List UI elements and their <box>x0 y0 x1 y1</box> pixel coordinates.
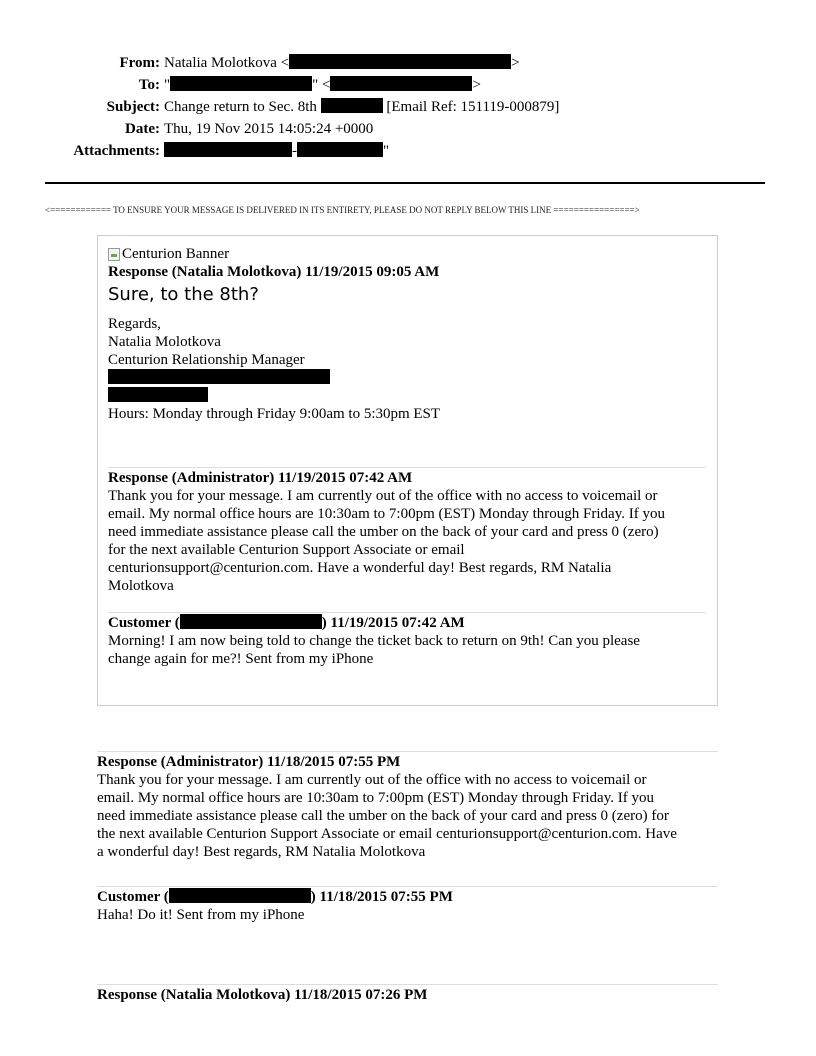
subject-value <box>160 98 559 120</box>
redacted-to-email <box>330 76 472 91</box>
body-line: the next available Centurion Support Associate or email centurionsupport@centurion.com. Have <box>97 826 677 842</box>
body-line: Thank you for your message. I am currently out of the office with no access to voicemail or <box>97 772 647 788</box>
admin-response-body <box>97 771 718 861</box>
body-line: need immediate assistance please call the umber on the back of your card and press 0 (zero) <box>108 524 659 540</box>
customer-head-start: Customer ( <box>97 889 169 905</box>
signature-hours: Hours: Monday through Friday 9:00am to 5:30pm EST <box>108 406 441 422</box>
redacted-customer-name <box>169 888 311 903</box>
body-line: a wonderful day! Best regards, RM Natalia Molotkova <box>97 844 426 860</box>
date-value: Thu, 19 Nov 2015 14:05:24 +0000 <box>164 121 374 137</box>
date-row <box>0 120 800 142</box>
from-value <box>160 54 520 76</box>
customer-head-end: ) 11/18/2015 07:55 PM <box>310 889 453 905</box>
subject-start: Change return to Sec. 8th <box>164 99 317 115</box>
signature-role: Centurion Relationship Manager <box>108 352 305 368</box>
from-end: > <box>511 55 520 71</box>
signature-name: Natalia Molotkova <box>108 334 221 350</box>
response-header: Response (Natalia Molotkova) 11/19/2015 09:05 AM <box>108 264 440 280</box>
customer-message-header <box>97 888 718 906</box>
redacted-customer-name <box>180 614 322 629</box>
to-start: " <box>164 77 171 93</box>
body-line: Thank you for your message. I am currently out of the office with no access to voicemail or <box>108 488 658 504</box>
spacer <box>108 595 706 612</box>
customer-message-header <box>108 614 706 632</box>
customer-message-body <box>108 632 706 668</box>
message-thread-content <box>108 245 706 668</box>
attachments-sep: - <box>292 143 297 159</box>
redacted-contact-2 <box>108 387 208 402</box>
from-name: Natalia Molotkova < <box>164 55 290 71</box>
customer-head-start: Customer ( <box>108 615 180 631</box>
body-line: change again for me?! Sent from my iPhone <box>108 651 374 667</box>
subject-ref: [Email Ref: 151119-000879] <box>386 99 560 115</box>
spacer <box>108 423 706 467</box>
outer-entry-customer <box>97 886 718 924</box>
attachments-value[interactable] <box>160 142 389 164</box>
customer-head-end: ) 11/19/2015 07:42 AM <box>321 615 465 631</box>
signature-redacted-2 <box>108 387 706 405</box>
signature-regards: Regards, <box>108 316 161 332</box>
broken-image-icon <box>108 248 120 261</box>
to-value <box>160 76 481 98</box>
outer-entry-response <box>97 984 718 1004</box>
header-divider <box>45 182 765 184</box>
redacted-to-name <box>170 76 312 91</box>
email-header <box>0 54 800 164</box>
to-mid: " < <box>312 77 331 93</box>
redacted-attachment-2[interactable] <box>297 142 383 157</box>
outer-entry-admin <box>97 751 718 861</box>
attachments-label: Attachments: <box>73 143 160 159</box>
body-line: need immediate assistance please call the umber on the back of your card and press 0 (zero) for <box>97 808 669 824</box>
to-end: > <box>472 77 481 93</box>
subject-row <box>0 98 800 120</box>
body-line: email. My normal office hours are 10:30am to 7:00pm (EST) Monday through Friday. If you <box>97 790 654 806</box>
customer-message-body: Haha! Do it! Sent from my iPhone <box>97 907 305 923</box>
response-header: Response (Natalia Molotkova) 11/18/2015 07:26 PM <box>97 987 428 1003</box>
body-line: Morning! I am now being told to change the ticket back to return on 9th! Can you please <box>108 633 640 649</box>
centurion-banner <box>108 245 706 263</box>
body-line: email. My normal office hours are 10:30am to 7:00pm (EST) Monday through Friday. If you <box>108 506 665 522</box>
to-row <box>0 76 800 98</box>
reply-line-notice: <============ TO ENSURE YOUR MESSAGE IS DELIVERED IN ITS ENTIRETY, PLEASE DO NOT REPLY BELOW THIS LINE ================> <box>45 205 640 215</box>
subject-label: Subject: <box>106 99 160 115</box>
from-label: From: <box>119 55 160 71</box>
body-line: centurionsupport@centurion.com. Have a wonderful day! Best regards, RM Natalia <box>108 560 612 576</box>
redacted-from-email <box>289 54 511 69</box>
to-label: To: <box>138 77 160 93</box>
from-row <box>0 54 800 76</box>
redacted-attachment-1[interactable] <box>164 142 292 157</box>
admin-response-body <box>108 487 706 595</box>
attachments-end: " <box>383 143 390 159</box>
redacted-subject-part <box>321 98 383 113</box>
message-thread-box <box>97 235 718 706</box>
body-line: for the next available Centurion Support Associate or email <box>108 542 465 558</box>
response-message: Sure, to the 8th? <box>108 284 259 305</box>
body-line: Molotkova <box>108 578 174 594</box>
admin-response-header: Response (Administrator) 11/19/2015 07:42 AM <box>108 470 413 486</box>
attachments-row <box>0 142 800 164</box>
signature-redacted-1 <box>108 369 706 387</box>
redacted-contact-1 <box>108 369 330 384</box>
banner-alt-text: Centurion Banner <box>122 246 230 262</box>
admin-response-header: Response (Administrator) 11/18/2015 07:55 PM <box>97 754 401 770</box>
date-label: Date: <box>125 121 160 137</box>
